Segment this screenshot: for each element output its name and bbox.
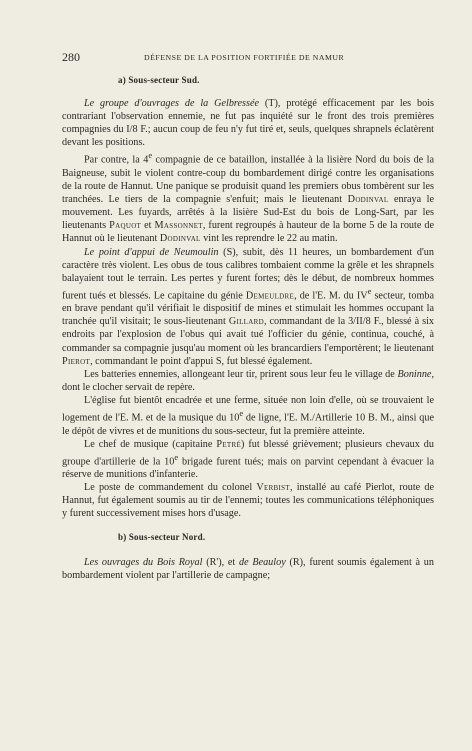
place-name: de Beauloy <box>239 556 286 568</box>
text-run: , commandant le point d'appui S, fut blessé également. <box>90 355 313 367</box>
text-run: L'église fut bientôt encadrée et une ferme, située non loin d'elle, où se trouvaient le logement de l'E. M. et de la musique du 10 <box>62 394 434 424</box>
paragraph-neumoulin <box>62 246 434 368</box>
person-name: Dodinval <box>347 194 389 206</box>
text-run: (T), protégé efficacement par les bois contrariant l'observation ennemie, ne fut pas inquiété sur le front des trois premières compagnies du I/8 F.; aucun coup de feu n'y fut tiré et, seuls, quelques shrapnels éclatèrent devant les positions. <box>62 98 434 149</box>
ordinal-suffix: e <box>367 285 372 296</box>
paragraph-bois-royal <box>62 556 434 582</box>
person-name: Demeuldre <box>245 290 295 302</box>
text-run: de ligne, l'E. M./Artillerie 10 B. M., ainsi que le dépôt de vivres et de munitions du sous-secteur, fut la première atteinte. <box>62 412 434 437</box>
place-name: Les ouvrages du Bois Royal <box>84 556 203 568</box>
text-run: (S), subit, dès 11 heures, un bombardement d'un caractère très violent. Les obus de tous calibres tombaient comme la grêle et les shrapnels balayaient tout le terrain. Les pertes y furent fortes; dès le début, de nombreux hommes furent tués et blessés. Le capitaine du génie <box>62 246 434 302</box>
text-run: vint les reprendre le 22 au matin. <box>200 233 338 245</box>
person-name: Petré <box>216 438 242 450</box>
text-run: ) fut blessé grièvement; plusieurs chevaux du groupe d'artillerie de la 10 <box>62 438 434 468</box>
text-run: enraya le mouvement. Les fuyards, arrêtés à la lisière Sud-Est du bois de Long-Sart, par les lieutenants <box>62 194 435 232</box>
text-run: , furent regroupés à hauteur de la borne 5 de la route de Hannut où le lieutenant <box>62 220 434 245</box>
text-run: brigade furent tués; mais on parvint cependant à évacuer la réserve de munitions d'infanterie. <box>62 456 434 481</box>
text-run: secteur, tomba en brave pendant qu'il vérifiait le dispositif de mines et stimulait les hommes occupant la tranchée qu'il visitait; le sous-lieutenant <box>62 290 434 328</box>
person-name: Pierot <box>62 355 91 367</box>
text-run: , dont le clocher servait de repère. <box>62 368 434 393</box>
place-name: Le point d'appui de Neumoulin <box>84 246 219 258</box>
place-name: Le groupe d'ouvrages de la Gelbressée <box>84 98 260 110</box>
text-run: , installé au café Pierlot, route de Hannut, fut également soumis au tir de l'ennemi; toutes les communications téléphoniques y furent successivement mises hors d'usage. <box>62 482 434 520</box>
text-run: Par contre, la 4 <box>84 154 149 166</box>
text-run: , de l'E. M. du IV <box>294 290 368 302</box>
ordinal-suffix: e <box>148 150 153 161</box>
person-name: Massonnet <box>154 220 203 232</box>
paragraph-eglise <box>62 394 434 438</box>
text-run: Le chef de musique (capitaine <box>84 438 217 450</box>
page-number: 280 <box>62 50 80 64</box>
paragraph-gelbressee <box>62 97 434 149</box>
running-head: DÉFENSE DE LA POSITION FORTIFIÉE DE NAMUR <box>144 53 345 62</box>
paragraph-poste-commandement <box>62 481 434 520</box>
section-heading-south: a) Sous-secteur Sud. <box>118 75 200 85</box>
text-run: compagnie de ce bataillon, installée à la lisière Nord du bois de la Baigneuse, subit le violent contre-coup du bombardement dirigé contre les organisations de la route de Hannut. Une panique se produisit quand les premiers obus tombèrent sur les tranchées. Le tiers de la compagnie s'enfuit; mais le lieutenant <box>62 154 434 206</box>
ordinal-suffix: e <box>239 408 244 419</box>
person-name: Verbist <box>256 482 290 494</box>
text-run: (R), furent soumis également à un bombardement violent par l'artillerie de campagne; <box>62 556 434 581</box>
page-header <box>62 50 434 64</box>
section-heading-north: b) Sous-secteur Nord. <box>118 531 206 542</box>
text-run: Les batteries ennemies, allongeant leur tir, prirent sous leur feu le village de <box>84 368 398 380</box>
text-run: (R'), et <box>202 556 239 568</box>
paragraph-chef-musique <box>62 438 434 482</box>
person-name: Paquot <box>109 220 142 232</box>
text-run: , commandant de la 3/II/8 F., blessé à six endroits par l'explosion de l'obus qui avait tué l'officier du génie, continua, couché, à commander sa compagnie jusqu'au moment où les brancardiers l'emportèrent; le lieutenant <box>62 316 434 354</box>
person-name: Gillard <box>228 316 264 328</box>
text-run: Le poste de commandement du colonel <box>84 482 257 494</box>
text-run: et <box>141 220 155 232</box>
paragraph-baigneuse <box>62 149 434 245</box>
body-text <box>62 74 434 582</box>
place-name: Boninne <box>397 368 432 380</box>
person-name: Dodinval <box>159 233 201 245</box>
ordinal-suffix: e <box>174 451 179 462</box>
paragraph-boninne <box>62 368 434 394</box>
